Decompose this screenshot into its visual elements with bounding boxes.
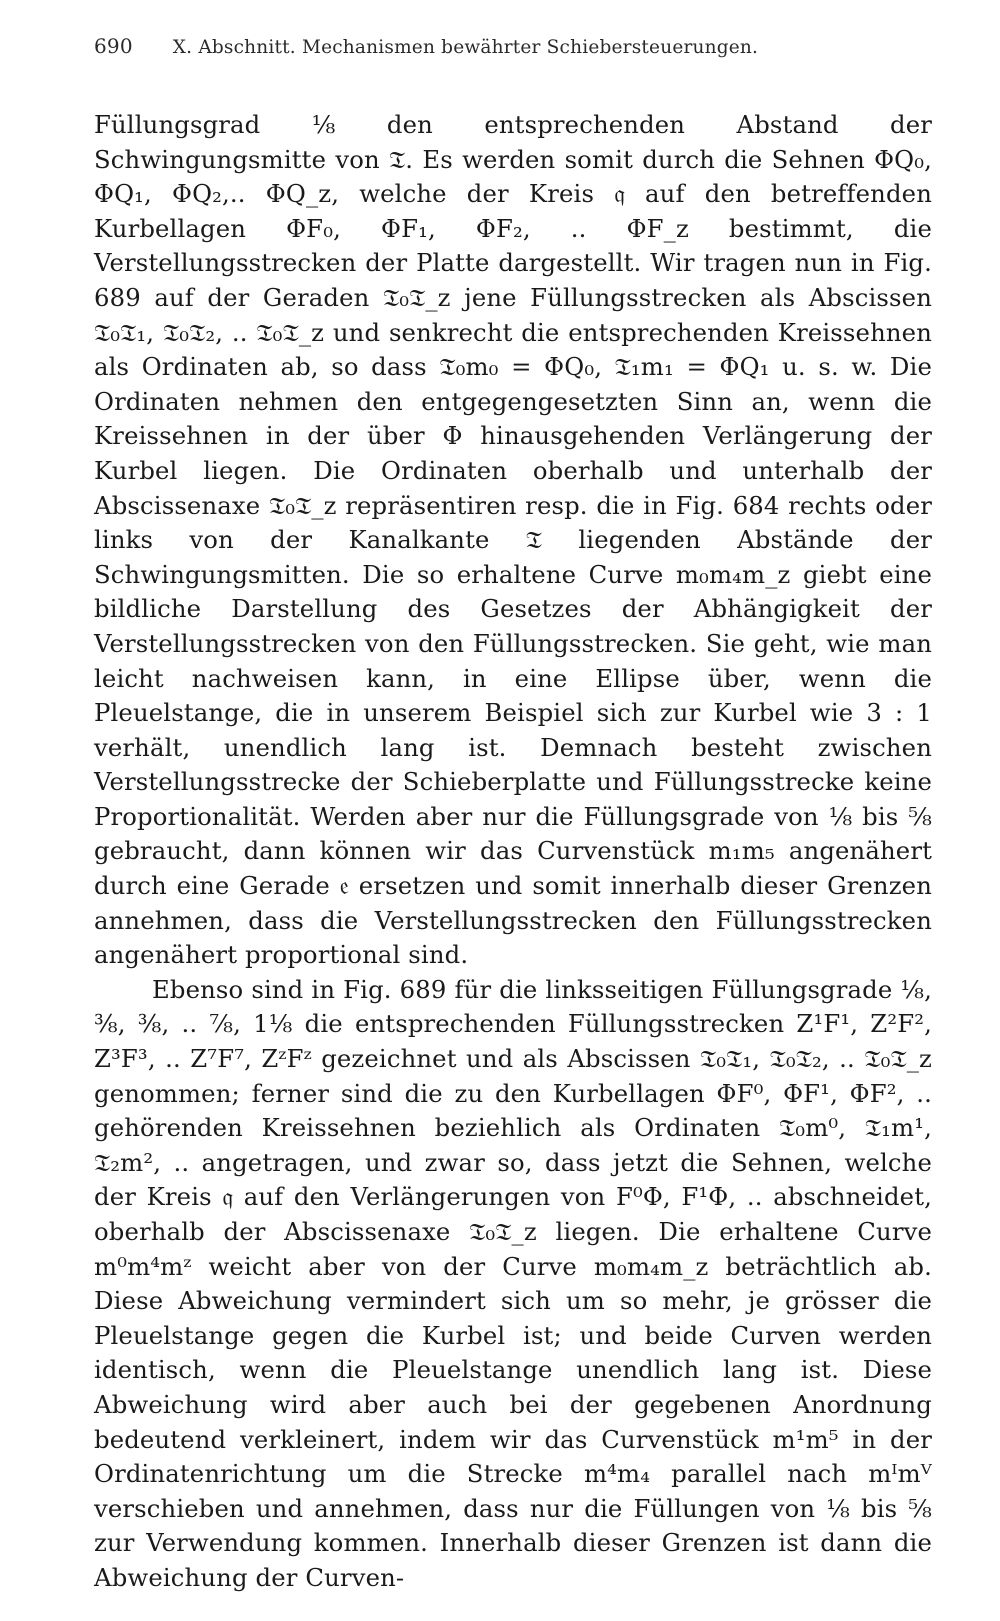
body-text [94, 108, 932, 1596]
running-header [94, 34, 932, 70]
page-number: 690 [94, 34, 133, 58]
paragraph-2: Ebenso sind in Fig. 689 für die linksseitigen Füllungsgrade ⅛, ⅜, ⅜, .. ⅞, 1⅛ die entsprechenden Füllungsstrecken Z¹F¹, Z²F², Z³F³, .. Z⁷F⁷, ZᶻFᶻ gezeichnet und als Abscissen 𝔗₀𝔗₁, 𝔗₀𝔗₂, .. 𝔗₀𝔗_z genommen; ferner sind die zu den Kurbellagen ΦF⁰, ΦF¹, ΦF², .. gehörenden Kreissehnen beziehlich als Ordinaten 𝔗₀m⁰, 𝔗₁m¹, 𝔗₂m², .. angetragen, und zwar so, dass jetzt die Sehnen, welche der Kreis 𝔮 auf den Verlängerungen von F⁰Φ, F¹Φ, .. abschneidet, oberhalb der Abscissenaxe 𝔗₀𝔗_z liegen. Die erhaltene Curve m⁰m⁴mᶻ weicht aber von der Curve m₀m₄m_z beträchtlich ab. Diese Abweichung vermindert sich um so mehr, je grösser die Pleuelstange gegen die Kurbel ist; und beide Curven werden identisch, wenn die Pleuelstange unendlich lang ist. Diese Abweichung wird aber auch bei der gegebenen Anordnung bedeutend verkleinert, indem wir das Curvenstück m¹m⁵ in der Ordinatenrichtung um die Strecke m⁴m₄ parallel nach mᴵmⱽ verschieben und annehmen, dass nur die Füllungen von ⅛ bis ⅝ zur Verwendung kommen. Innerhalb dieser Grenzen ist dann die Abweichung der Curven- [94, 974, 932, 1592]
paragraph-1: Füllungsgrad ⅛ den entsprechenden Abstand der Schwingungsmitte von 𝔗. Es werden somit durch die Sehnen ΦQ₀, ΦQ₁, ΦQ₂,.. ΦQ_z, welche der Kreis 𝔮 auf den betreffenden Kurbellagen ΦF₀, ΦF₁, ΦF₂, .. ΦF_z bestimmt, die Verstellungsstrecken der Platte dargestellt. Wir tragen nun in Fig. 689 auf der Geraden 𝔗₀𝔗_z jene Füllungsstrecken als Abscissen 𝔗₀𝔗₁, 𝔗₀𝔗₂, .. 𝔗₀𝔗_z und senkrecht die entsprechenden Kreissehnen als Ordinaten ab, so dass 𝔗₀m₀ = ΦQ₀, 𝔗₁m₁ = ΦQ₁ u. s. w. Die Ordinaten nehmen den entgegengesetzten Sinn an, wenn die Kreissehnen in der über Φ hinausgehenden Verlängerung der Kurbel liegen. Die Ordinaten oberhalb und unterhalb der Abscissenaxe 𝔗₀𝔗_z repräsentiren resp. die in Fig. 684 rechts oder links von der Kanalkante 𝔗 liegenden Abstände der Schwingungsmitten. Die so erhaltene Curve m₀m₄m_z giebt eine bildliche Darstellung des Gesetzes der Abhängigkeit der Verstellungsstrecken von den Füllungsstrecken. Sie geht, wie man leicht nachweisen kann, in eine Ellipse über, wenn die Pleuelstange, die in unserem Beispiel sich zur Kurbel wie 3 : 1 verhält, unendlich lang ist. Demnach besteht zwischen Verstellungsstrecke der Schieberplatte und Füllungsstrecke keine Proportionalität. Werden aber nur die Füllungsgrade von ⅛ bis ⅝ gebraucht, dann können wir das Curvenstück m₁m₅ angenähert durch eine Gerade 𝔢 ersetzen und somit innerhalb dieser Grenzen annehmen, dass die Verstellungsstrecken den Füllungsstrecken angenähert proportional sind. [94, 110, 932, 970]
running-title: X. Abschnitt. Mechanismen bewährter Schiebersteuerungen. [172, 37, 759, 58]
